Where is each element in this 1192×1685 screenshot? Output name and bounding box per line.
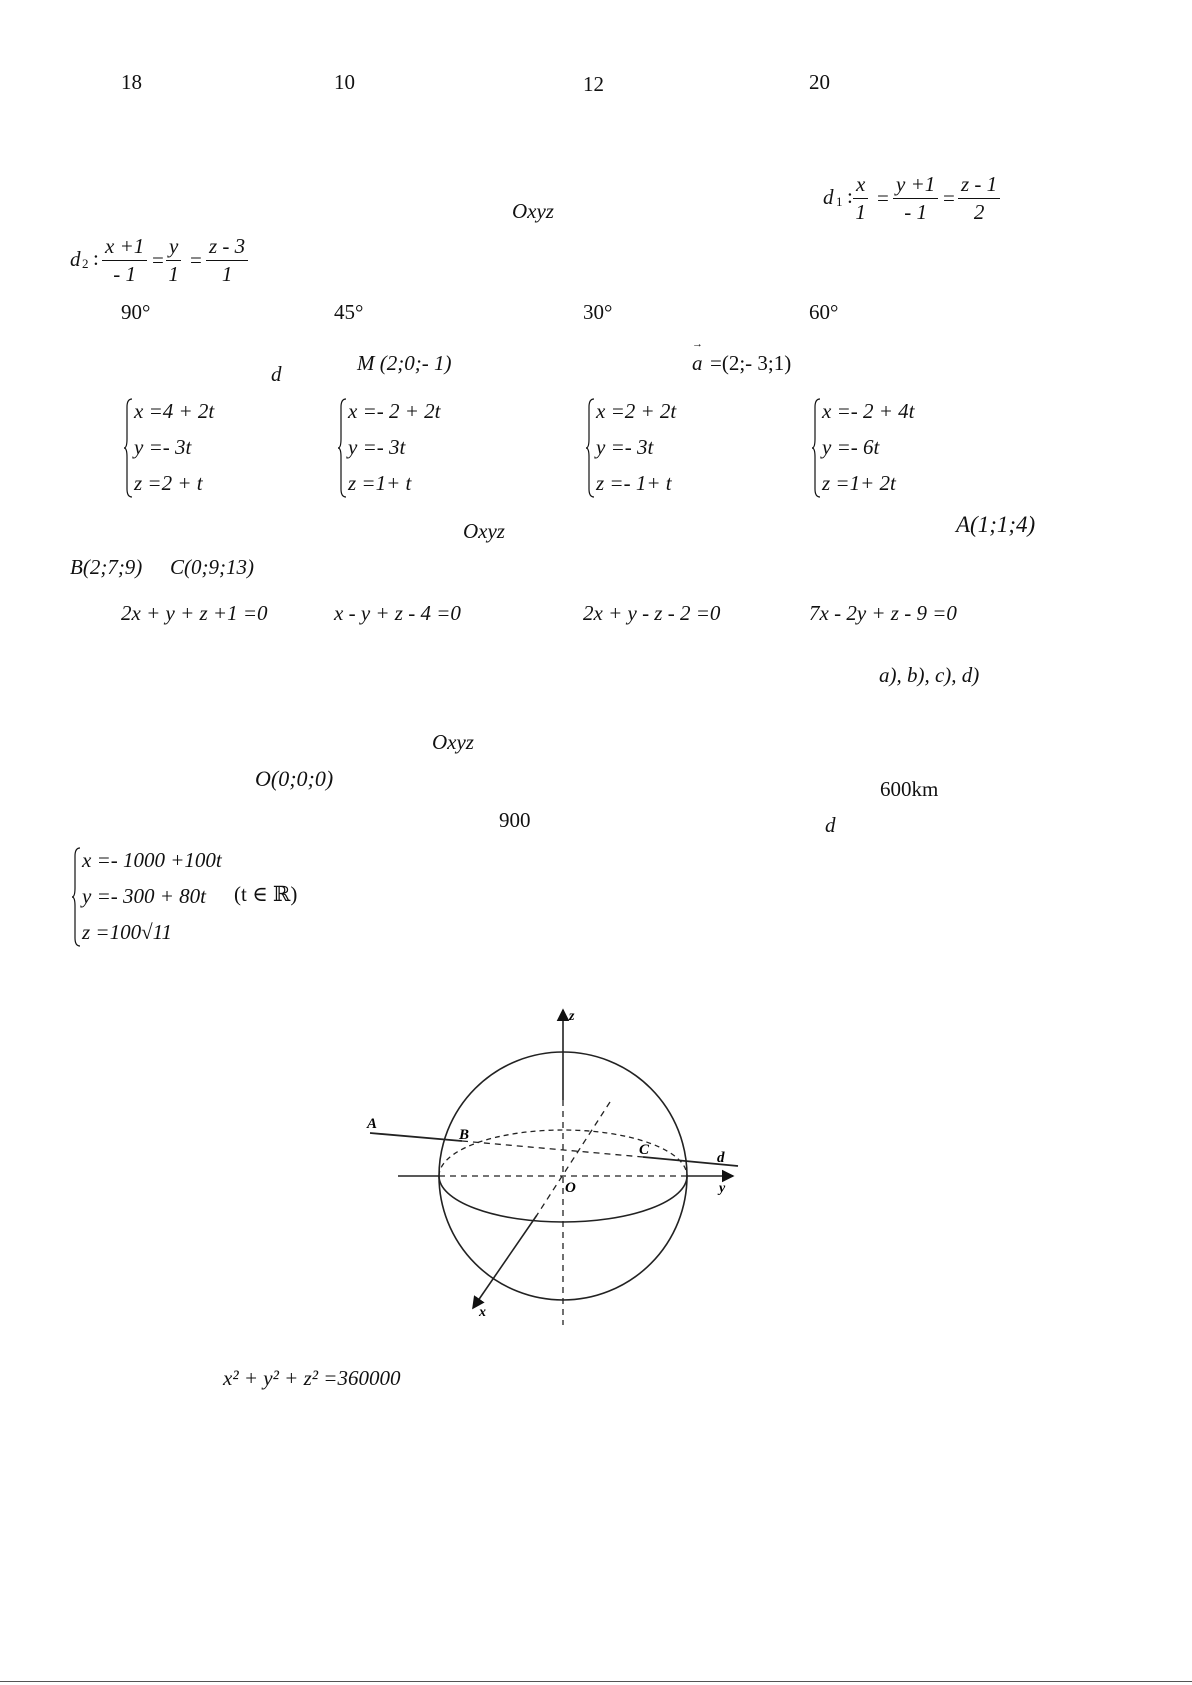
q5-origin-point: O(0;0;0) [255, 766, 334, 791]
vector-arrow-icon: → [692, 338, 703, 350]
line-d-label: d [717, 1150, 725, 1166]
q4-option-c: 2x + y - z - 2 =0 [583, 601, 721, 625]
q5-parameter-domain: (t ∈ ℝ) [234, 882, 298, 906]
d1-x-fraction: $\frac{x}{1}$ [853, 174, 868, 223]
d1-y-fraction: $\frac{y +1}{- 1}$ [893, 174, 938, 223]
line-d-inside [462, 1141, 643, 1157]
q3-option-a-system: x =4 + 2t y =- 3t z =2 + t [124, 393, 214, 501]
q4-point-c: C(0;9;13) [170, 555, 254, 579]
d2-subscript: 2 [82, 256, 89, 271]
q5-line-equation-system: x =- 1000 +100t y =- 300 + 80t z =100√11 [72, 842, 222, 950]
d2-z-fraction: $\frac{z - 3}{1}$ [206, 236, 248, 285]
q3-vector-value: =(2;- 3;1) [710, 351, 792, 375]
q1-option-b: 10 [334, 70, 355, 94]
q5-radius-value: 600km [880, 777, 939, 801]
q1-option-a: 18 [121, 70, 142, 94]
q2-option-a: 90° [121, 300, 151, 324]
q5-line-name: d [825, 813, 836, 837]
d1-z-fraction: $\frac{z - 1}{2}$ [958, 174, 1000, 223]
q2-option-d: 60° [809, 300, 839, 324]
sphere-diagram [340, 990, 760, 1340]
q4-option-b: x - y + z - 4 =0 [334, 601, 461, 625]
q3-vector-name: a [692, 351, 703, 375]
q4-option-a: 2x + y + z +1 =0 [121, 601, 268, 625]
brace-icon [72, 846, 82, 948]
d1-subscript: 1 [836, 194, 843, 209]
q2-option-c: 30° [583, 300, 613, 324]
d2-y-fraction: $\frac{y}{1}$ [166, 236, 181, 285]
x-axis-label: x [479, 1305, 486, 1320]
sphere-equation: x² + y² + z² =360000 [223, 1366, 401, 1390]
q3-line-name: d [271, 362, 282, 386]
q1-option-d: 20 [809, 70, 830, 94]
q4-point-b: B(2;7;9) [70, 555, 143, 579]
page-bottom-rule [0, 1681, 1192, 1682]
q3-point-m: M (2;0;- 1) [357, 351, 452, 375]
q4-system-label: Oxyz [463, 519, 505, 543]
q5-parts-label: a), b), c), d) [879, 663, 980, 687]
q5-value-900: 900 [499, 808, 531, 832]
q4-point-a: A(1;1;4) [956, 512, 1036, 537]
q1-option-c: 12 [583, 72, 604, 96]
d2-x-fraction: $\frac{x +1}{- 1}$ [102, 236, 147, 285]
point-c-label: C [639, 1142, 650, 1158]
q3-option-b-system: x =- 2 + 2t y =- 3t z =1+ t [338, 393, 441, 501]
q2-system-label: Oxyz [512, 199, 554, 223]
q4-option-d: 7x - 2y + z - 9 =0 [809, 601, 957, 625]
line-d-outside-left [370, 1133, 462, 1141]
brace-icon [338, 397, 348, 499]
point-b-label: B [459, 1127, 470, 1143]
origin-label: O [565, 1180, 576, 1196]
q3-option-d-system: x =- 2 + 4t y =- 6t z =1+ 2t [812, 393, 915, 501]
brace-icon [586, 397, 596, 499]
q5-system-label: Oxyz [432, 730, 474, 754]
q2-option-b: 45° [334, 300, 364, 324]
brace-icon [124, 397, 134, 499]
x-axis-hidden [537, 1102, 610, 1215]
point-a-label: A [367, 1116, 378, 1132]
d1-name: d [823, 185, 834, 209]
d2-name: d [70, 247, 81, 271]
z-axis-label: z [569, 1009, 575, 1024]
q3-option-c-system: x =2 + 2t y =- 3t z =- 1+ t [586, 393, 676, 501]
brace-icon [812, 397, 822, 499]
y-axis-label: y [719, 1181, 726, 1196]
